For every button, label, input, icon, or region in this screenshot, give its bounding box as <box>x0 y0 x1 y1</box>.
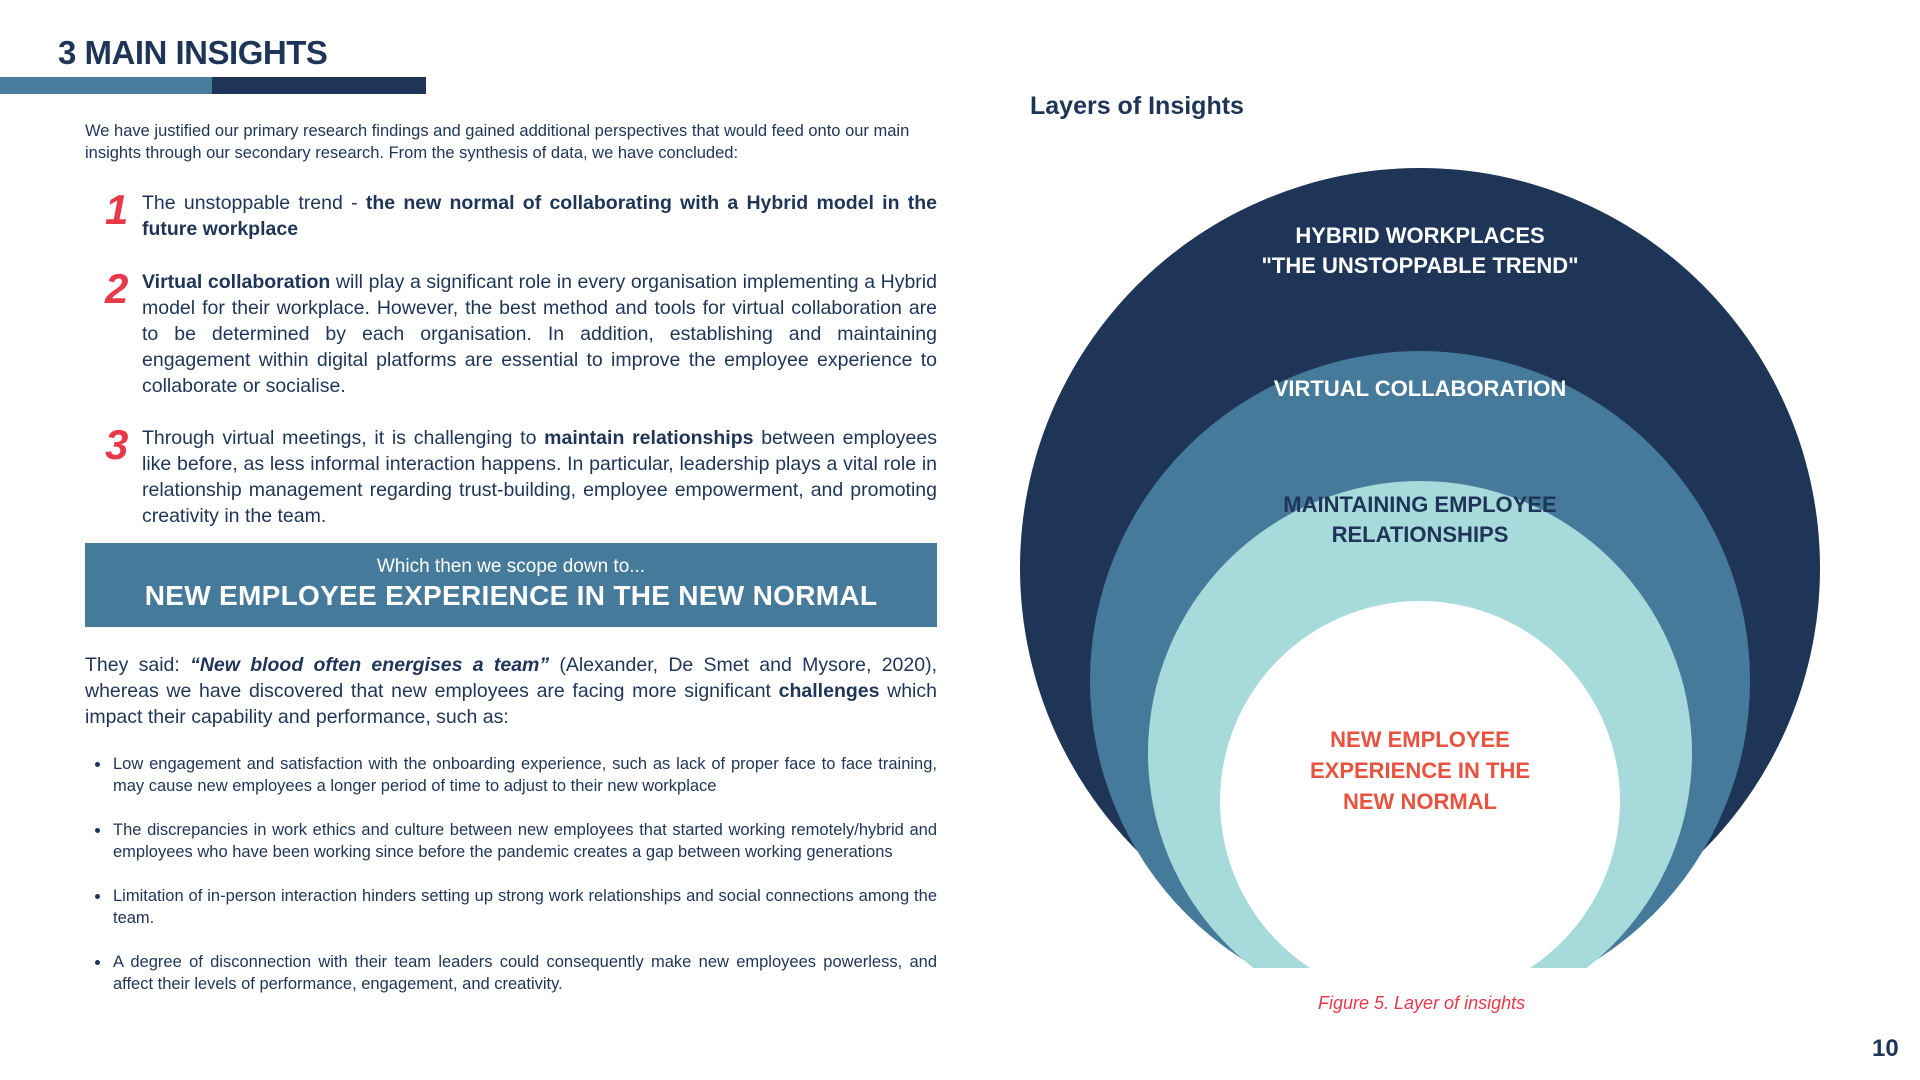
quote-text: “New blood often energises a team” <box>190 654 550 676</box>
layer-outer-label-2: "THE UNSTOPPABLE TREND" <box>1261 253 1579 278</box>
list-item: Limitation of in-person interaction hinders setting up strong work relationships and social connections among the team. <box>85 885 937 929</box>
figure-caption: Figure 5. Layer of insights <box>1318 993 1526 1013</box>
layer-core-label-3: NEW NORMAL <box>1343 789 1497 814</box>
title-underline-light <box>0 77 212 94</box>
scope-banner <box>85 543 937 627</box>
insight-text-plain: The unstoppable trend - <box>142 192 366 214</box>
insight-number: 2 <box>105 265 129 312</box>
insight-text-bold: maintain relationships <box>544 427 754 449</box>
quote-paragraph <box>85 652 937 730</box>
quote-bold: challenges <box>778 680 880 702</box>
layer-outer-label-1: HYBRID WORKPLACES <box>1295 223 1545 248</box>
quote-citation: (Alexander, De Smet and Mysore, 2020), whereas we have discovered that new employees are facing more significant <box>85 654 937 702</box>
insight-2 <box>85 265 937 399</box>
insight-3 <box>85 421 937 529</box>
insight-text-plain: Through virtual meetings, it is challenging to <box>142 427 545 449</box>
quote-tail: which impact their capability and performance, such as: <box>85 680 937 728</box>
layer-core-label-2: EXPERIENCE IN THE <box>1309 758 1531 783</box>
list-item: The discrepancies in work ethics and culture between new employees that started working remotely/hybrid and employees who have been working since before the pandemic creates a gap between working generations <box>85 819 937 863</box>
insight-text-bold: Virtual collaboration <box>142 271 331 293</box>
list-item: A degree of disconnection with their team leaders could consequently make new employees powerless, and affect their levels of performance, engagement, and creativity. <box>85 951 937 995</box>
insight-text <box>142 269 937 399</box>
insight-text <box>142 425 937 529</box>
challenges-list <box>85 753 937 995</box>
layer-third-label-2: RELATIONSHIPS <box>1331 522 1509 547</box>
scope-subtitle: Which then we scope down to... <box>376 556 646 577</box>
intro-paragraph: We have justified our primary research findings and gained additional perspectives that would feed onto our main insights through our secondary research. From the synthesis of data, we have concluded: <box>85 122 910 162</box>
layer-core-label-1: NEW EMPLOYEE <box>1330 727 1510 752</box>
insight-text <box>142 190 937 242</box>
page-number: 10 <box>1872 1035 1899 1062</box>
insight-number: 3 <box>105 421 129 468</box>
page-title: 3 MAIN INSIGHTS <box>58 34 328 71</box>
title-underline-dark <box>212 77 426 94</box>
figure-heading: Layers of Insights <box>1030 92 1244 120</box>
list-item: Low engagement and satisfaction with the onboarding experience, such as lack of proper face to face training, may cause new employees a longer period of time to adjust to their new workplace <box>85 753 937 797</box>
insight-number: 1 <box>105 186 129 233</box>
layers-diagram <box>1020 168 1820 968</box>
insight-text-plain: will play a significant role in every organisation implementing a Hybrid model for their workplace. However, the best method and tools for virtual collaboration are to be determined by each organisation. In addition, establishing and maintaining engagement within digital platforms are essential to improve the employee experience to collaborate or socialise. <box>142 271 937 397</box>
layer-third-label-1: MAINTAINING EMPLOYEE <box>1283 492 1557 517</box>
quote-lead: They said: <box>85 654 191 676</box>
insight-1 <box>85 186 937 242</box>
insight-text-plain-2: between employees like before, as less informal interaction happens. In particular, leadership plays a vital role in relationship management regarding trust-building, employee empowerment, and promoting creativity in the team. <box>142 427 937 527</box>
scope-title: NEW EMPLOYEE EXPERIENCE IN THE NEW NORMAL <box>144 580 878 611</box>
layer-second-label: VIRTUAL COLLABORATION <box>1273 376 1567 401</box>
insight-text-bold: the new normal of collaborating with a Hybrid model in the future workplace <box>142 192 937 240</box>
